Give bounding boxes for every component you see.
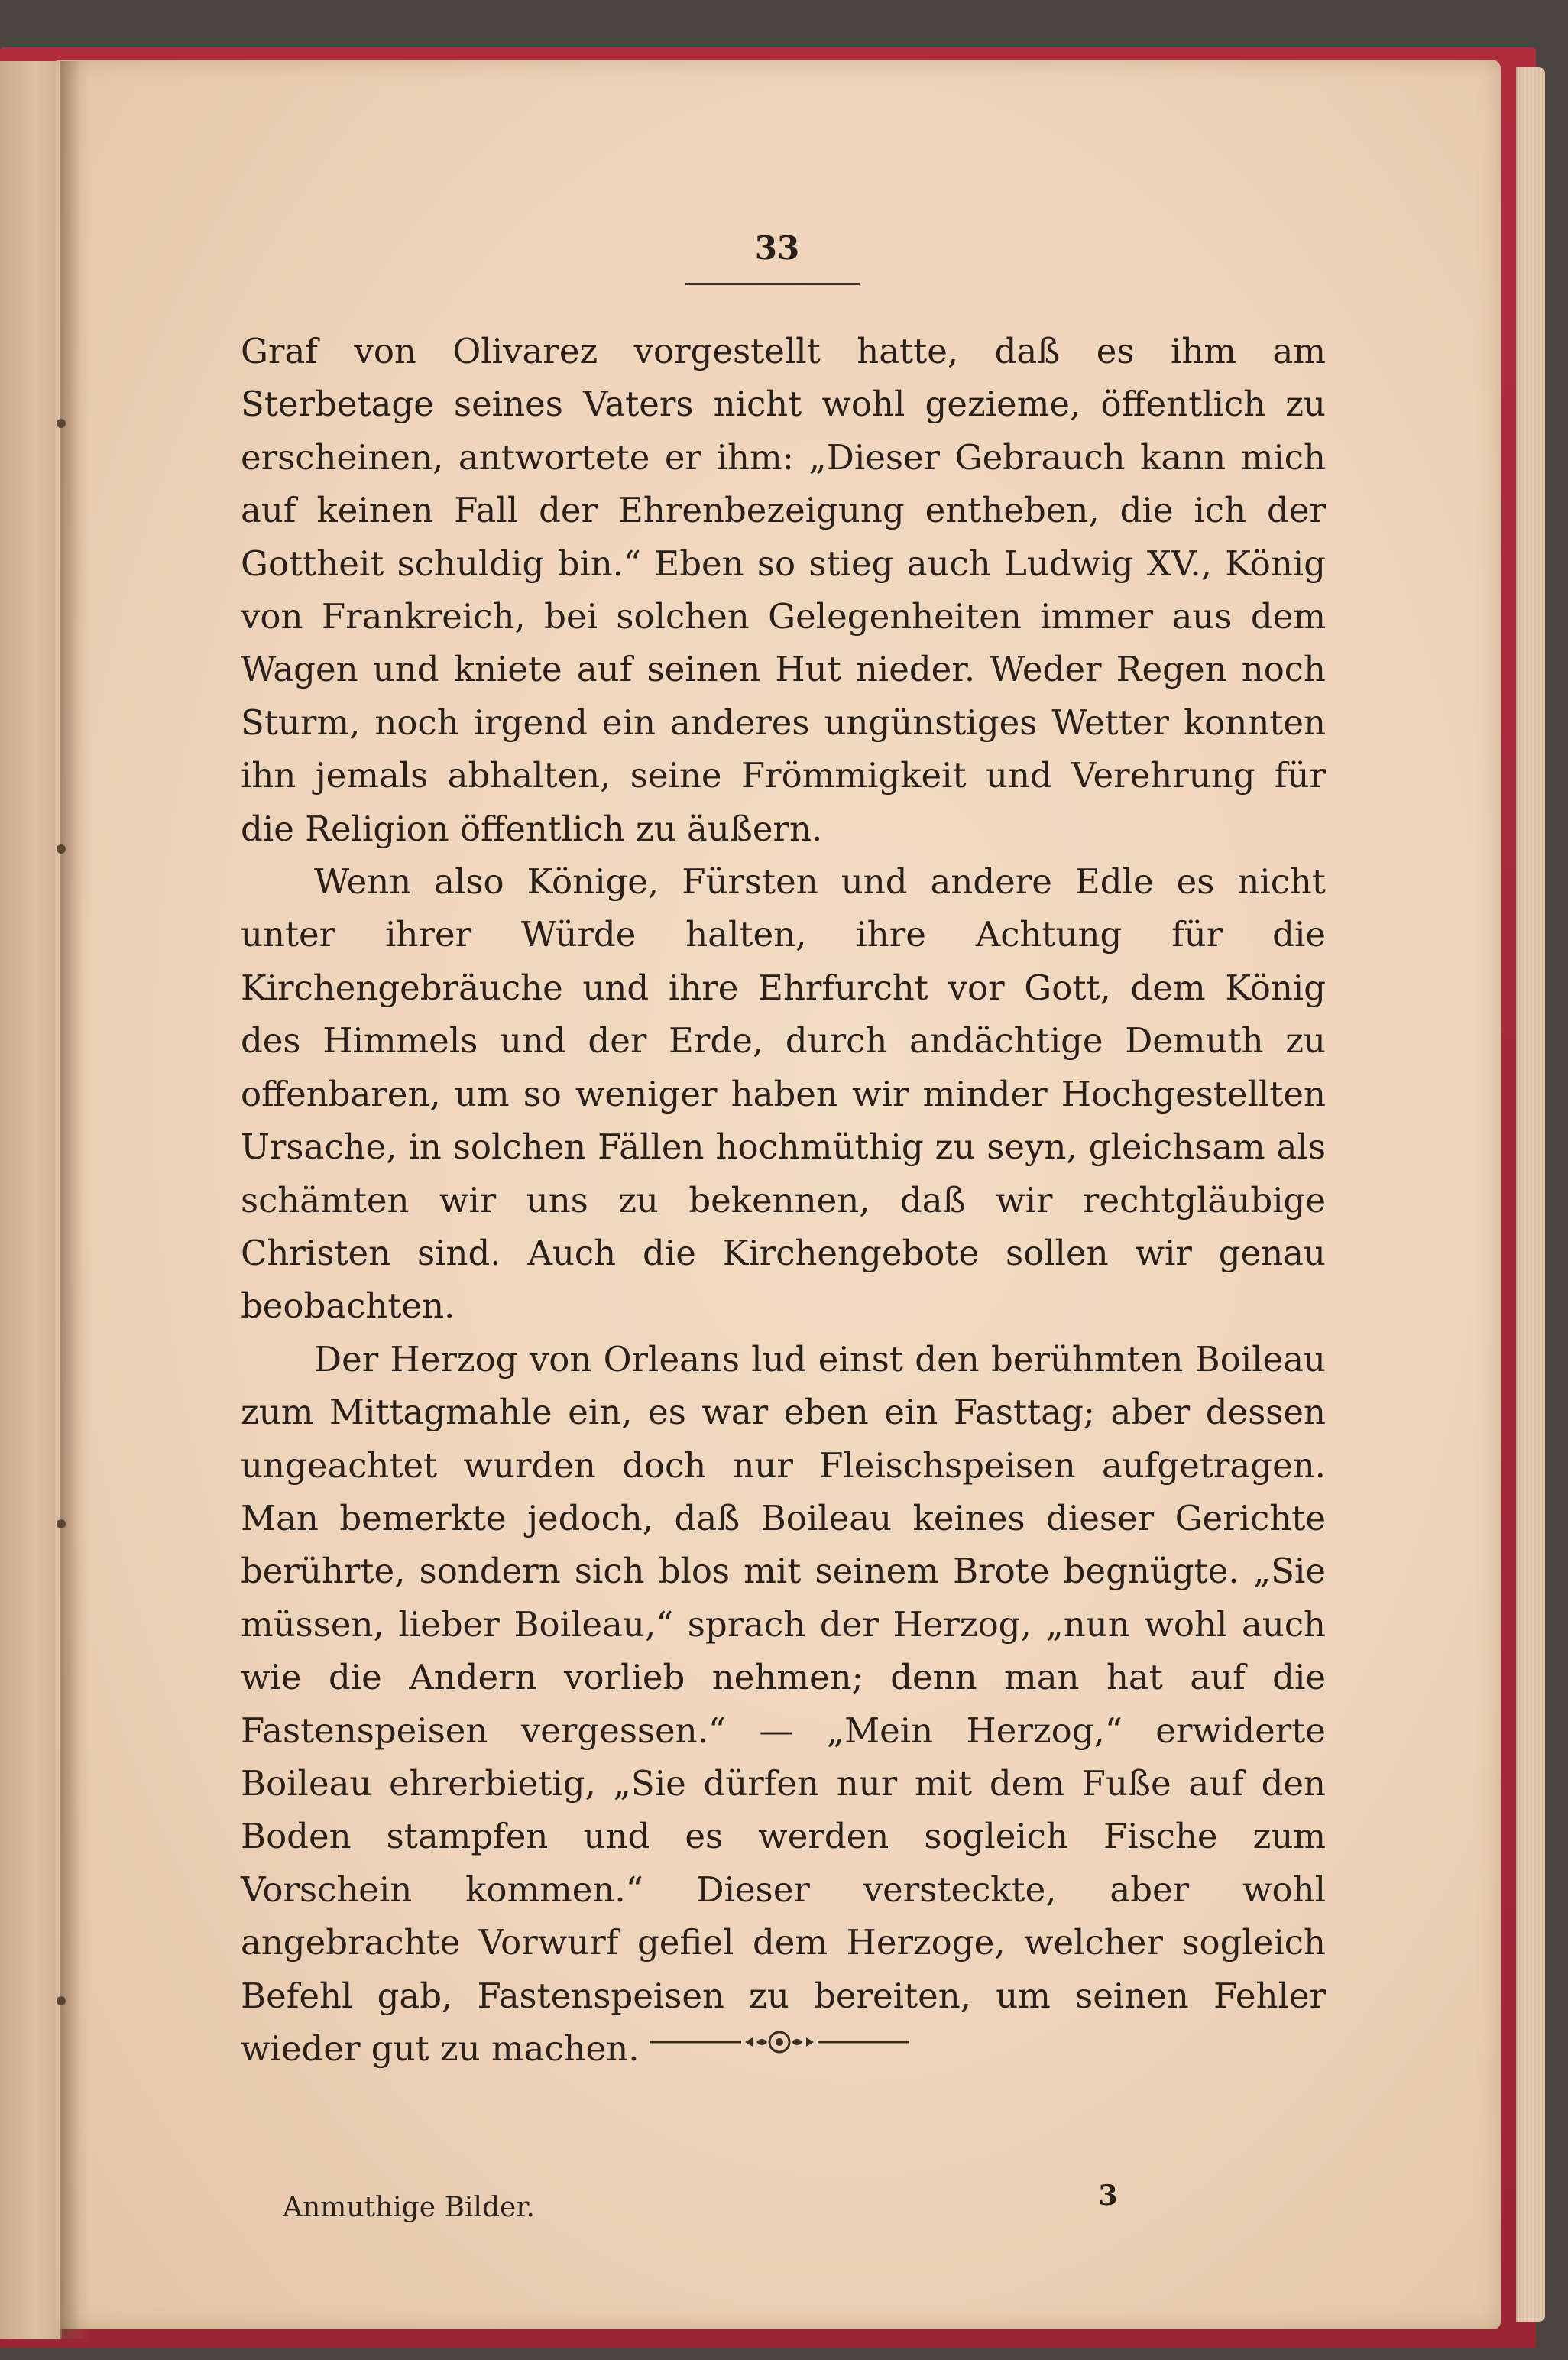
page-number: 33 bbox=[754, 229, 800, 267]
previous-page-edge bbox=[0, 61, 62, 2339]
footer-title: Anmuthige Bilder. bbox=[283, 2192, 535, 2223]
signature-mark: 3 bbox=[1098, 2180, 1118, 2212]
page-stack-edges bbox=[1516, 67, 1545, 2322]
stitch-hole bbox=[57, 1996, 66, 2005]
paragraph: Der Herzog von Orleans lud einst den berühmten Boileau zum Mittagmahle ein, es war eben ein Fasttag; aber dessen ungeachtet wurden doch nur Fleischspeisen aufgetragen. Man bemerkte jedoch, daß Boileau keines dieser Gerichte berührte, sondern sich blos mit seinem Brote begnügte. „Sie müssen, lieber Boileau,“ sprach der Herzog, „nun wohl auch wie die Andern vorlieb nehmen; denn man hat auf die Fastenspeisen vergessen.“ — „Mein Herzog,“ erwiderte Boileau ehrerbietig, „Sie dürfen nur mit dem Fuße auf den Boden stampfen und es werden sogleich Fische zum Vorschein kommen.“ Dieser versteckte, aber wohl angebrachte Vorwurf gefiel dem Herzoge, welcher sogleich Befehl gab, Fastenspeisen zu bereiten, um seinen Fehler wieder gut zu machen. bbox=[241, 1338, 1326, 2069]
stitch-hole bbox=[57, 419, 66, 428]
ornament-divider bbox=[650, 2027, 909, 2057]
header-rule bbox=[685, 283, 860, 285]
body-text bbox=[241, 325, 1326, 2075]
stitch-hole bbox=[57, 1519, 66, 1528]
paragraph: Wenn also Könige, Fürsten und andere Edle es nicht unter ihrer Würde halten, ihre Achtung für die Kirchengebräuche und ihre Ehrfurcht vor Gott, dem König des Himmels und der Erde, durch andächtige Demuth zu offenbaren, um so weniger haben wir minder Hochgestellten Ursache, in solchen Fällen hochmüthig zu seyn, gleichsam als schämten wir uns zu bekennen, daß wir rechtgläubige Christen sind. Auch die Kirchengebote sollen wir genau beobachten. bbox=[241, 861, 1326, 1327]
paragraph: Graf von Olivarez vorgestellt hatte, daß es ihm am Sterbetage seines Vaters nicht wohl gezieme, öffentlich zu erscheinen, antwortete er ihm: „Dieser Gebrauch kann mich auf keinen Fall der Ehrenbezeigung entheben, die ich der Gottheit schuldig bin.“ Eben so stieg auch Ludwig XV., König von Frankreich, bei solchen Gelegenheiten immer aus dem Wagen und kniete auf seinen Hut nieder. Weder Regen noch Sturm, noch irgend ein anderes ungünstiges Wetter konnten ihn jemals abhalten, seine Frömmigkeit und Verehrung für die Religion öffentlich zu äußern. bbox=[241, 331, 1326, 849]
stitch-hole bbox=[57, 844, 66, 854]
